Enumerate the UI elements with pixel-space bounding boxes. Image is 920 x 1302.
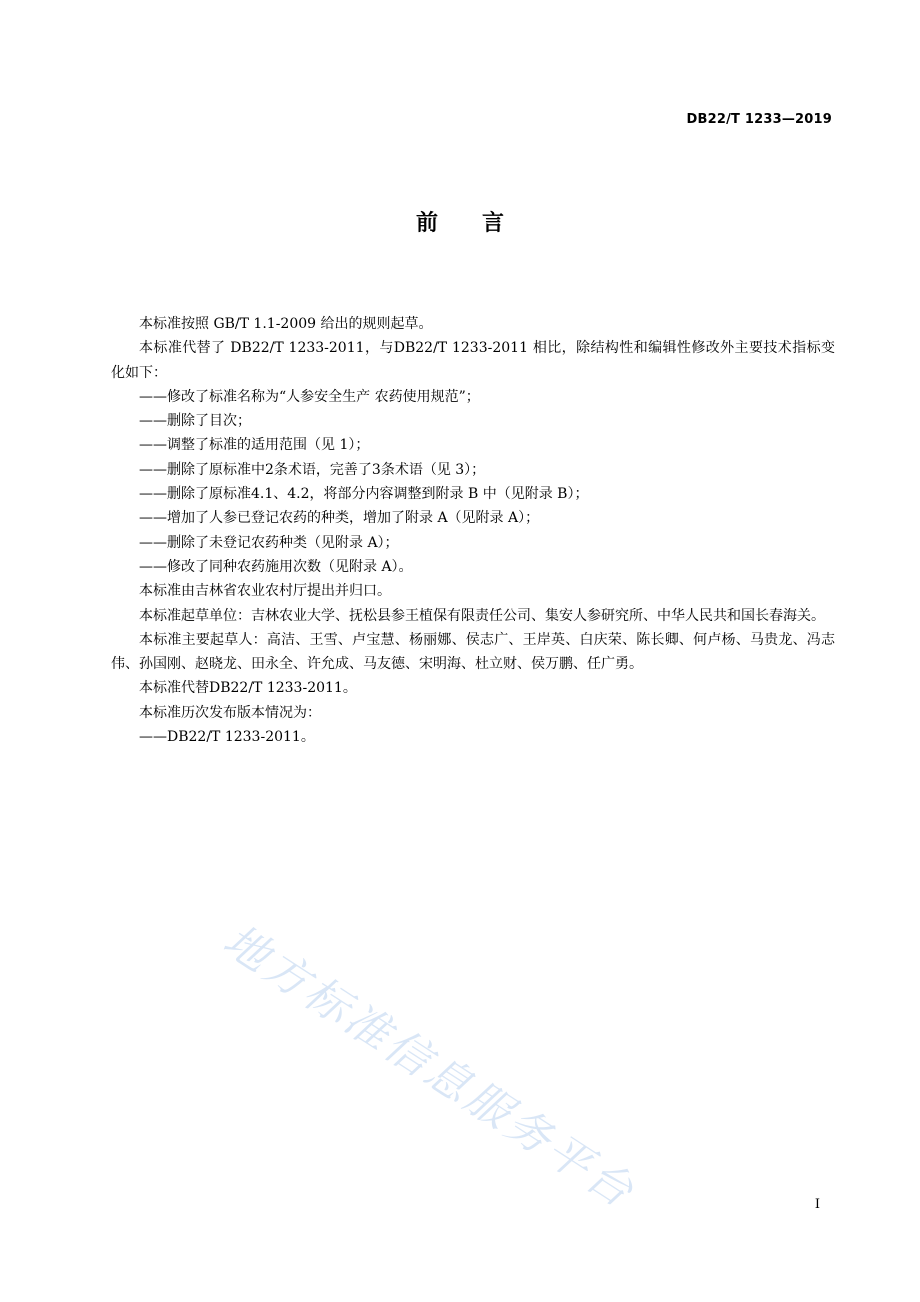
paragraph-history-intro: 本标准历次发布版本情况为： (139, 704, 321, 721)
change-item-unregistered-pesticides: ——删除了未登记农药种类（见附录 A）； (139, 534, 399, 551)
preface-body (111, 312, 835, 749)
page-number: I (814, 1197, 820, 1212)
paragraph-drafters: 本标准主要起草人：高洁、王雪、卢宝慧、杨丽娜、侯志广、王岸英、白庆荣、陈长卿、何卢杨、马贵龙、冯志伟、孙国刚、赵晓龙、田永全、许允成、马友德、宋明海、杜立财、侯万鹏、任广勇。 (111, 631, 835, 673)
change-item-registered-pesticides: ——增加了人参已登记农药的种类，增加了附录 A（见附录 A）； (139, 510, 540, 527)
watermark: 地方标准信息服务平台 (214, 914, 645, 1219)
paragraph-proposer: 本标准由吉林省农业农村厅提出并归口。 (139, 583, 391, 600)
change-item-application-times: ——修改了同种农药施用次数（见附录 A）。 (139, 558, 413, 575)
paragraph-replacement-intro: 本标准代替了 DB22/T 1233-2011，与DB22/T 1233-2011 相比，除结构性和编辑性修改外主要技术指标变化如下： (111, 340, 835, 381)
change-item-terms: ——删除了原标准中2条术语，完善了3条术语（见 3）； (139, 461, 486, 478)
history-item: ——DB22/T 1233-2011。 (139, 729, 315, 746)
paragraph-drafting-units: 本标准起草单位：吉林农业大学、抚松县参王植保有限责任公司、集安人参研究所、中华人民共和国长春海关。 (139, 607, 825, 624)
page-title: 前言 (415, 211, 548, 236)
change-item-scope: ——调整了标准的适用范围（见 1）； (139, 437, 370, 454)
paragraph-supersedes: 本标准代替DB22/T 1233-2011。 (139, 680, 357, 697)
change-item-name: ——修改了标准名称为“人参安全生产 农药使用规范”； (139, 388, 480, 405)
change-item-clauses: ——删除了原标准4.1、4.2，将部分内容调整到附录 B 中（见附录 B）； (139, 486, 589, 503)
paragraph-drafting-rules: 本标准按照 GB/T 1.1-2009 给出的规则起草。 (139, 316, 433, 332)
standard-code: DB22/T 1233—2019 (686, 112, 832, 127)
change-item-toc: ——删除了目次； (139, 413, 251, 430)
